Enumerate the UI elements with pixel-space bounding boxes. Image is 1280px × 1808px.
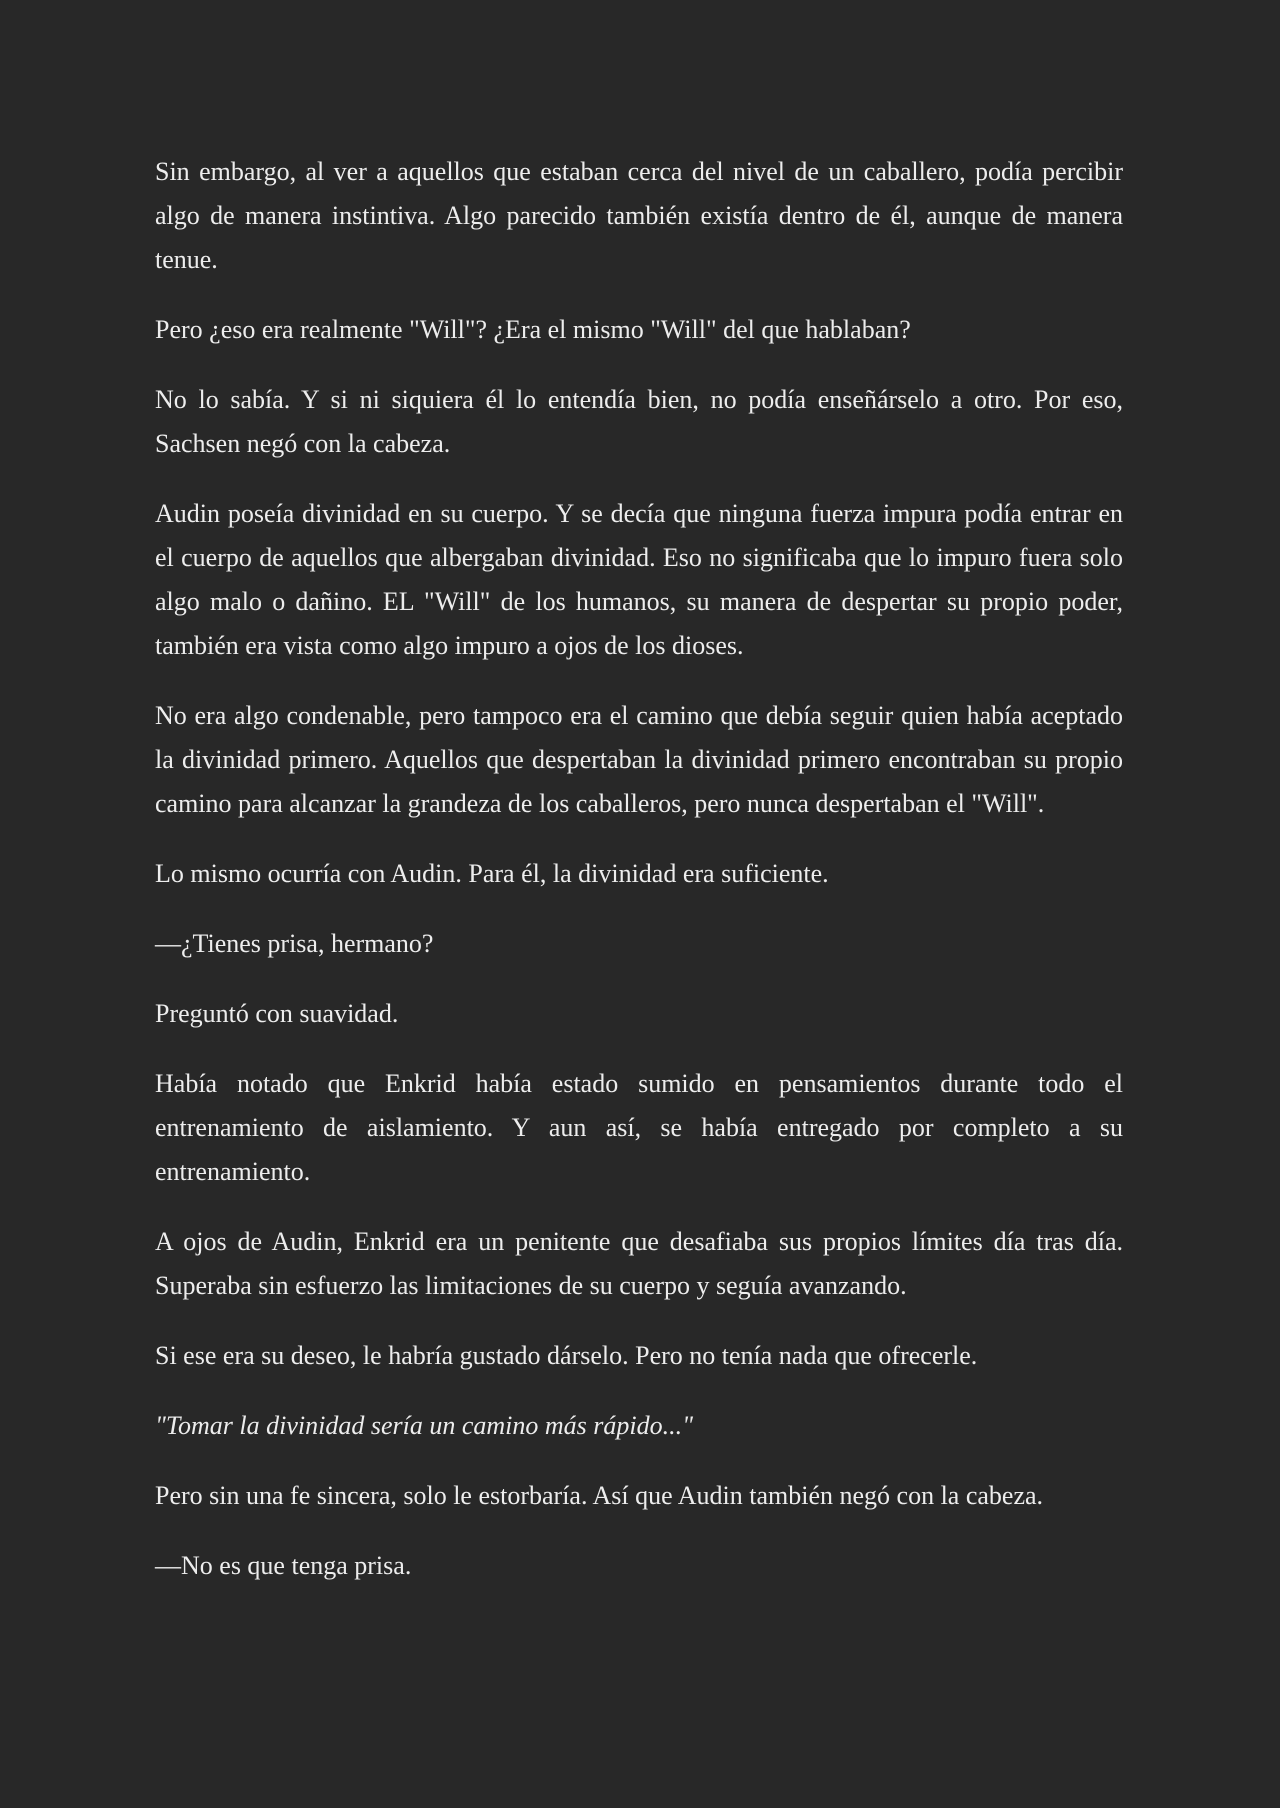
paragraph: Preguntó con suavidad. [155,999,399,1028]
paragraph: Lo mismo ocurría con Audin. Para él, la divinidad era suficiente. [155,859,829,888]
inner-thought: "Tomar la divinidad sería un camino más rápido..." [155,1411,694,1440]
paragraph: No era algo condenable, pero tampoco era el camino que debía seguir quien había aceptado la divinidad primero. Aquellos que despertaban la divinidad primero encontraban su propio camino para alcanzar la grandeza de los caballeros, pero nunca despertaban el "Will". [155,701,1123,818]
paragraph: Pero sin una fe sincera, solo le estorbaría. Así que Audin también negó con la cabeza. [155,1481,1044,1510]
paragraph: A ojos de Audin, Enkrid era un penitente que desafiaba sus propios límites día tras día. Superaba sin esfuerzo las limitaciones de su cuerpo y seguía avanzando. [155,1227,1123,1300]
dialogue-line: —¿Tienes prisa, hermano? [155,929,434,958]
dialogue-line: —No es que tenga prisa. [155,1551,412,1580]
paragraph: Si ese era su deseo, le habría gustado dárselo. Pero no tenía nada que ofrecerle. [155,1341,978,1370]
paragraph: Pero ¿eso era realmente "Will"? ¿Era el mismo "Will" del que hablaban? [155,315,911,344]
chapter-text [155,150,1123,1614]
paragraph: Había notado que Enkrid había estado sumido en pensamientos durante todo el entrenamiento de aislamiento. Y aun así, se había entregado por completo a su entrenamiento. [155,1069,1123,1186]
paragraph: Sin embargo, al ver a aquellos que estaban cerca del nivel de un caballero, podía percibir algo de manera instintiva. Algo parecido también existía dentro de él, aunque de manera tenue. [155,157,1123,274]
paragraph: Audin poseía divinidad en su cuerpo. Y se decía que ninguna fuerza impura podía entrar en el cuerpo de aquellos que albergaban divinidad. Eso no significaba que lo impuro fuera solo algo malo o dañino. EL "Will" de los humanos, su manera de despertar su propio poder, también era vista como algo impuro a ojos de los dioses. [155,499,1123,660]
paragraph: No lo sabía. Y si ni siquiera él lo entendía bien, no podía enseñárselo a otro. Por eso, Sachsen negó con la cabeza. [155,385,1123,458]
